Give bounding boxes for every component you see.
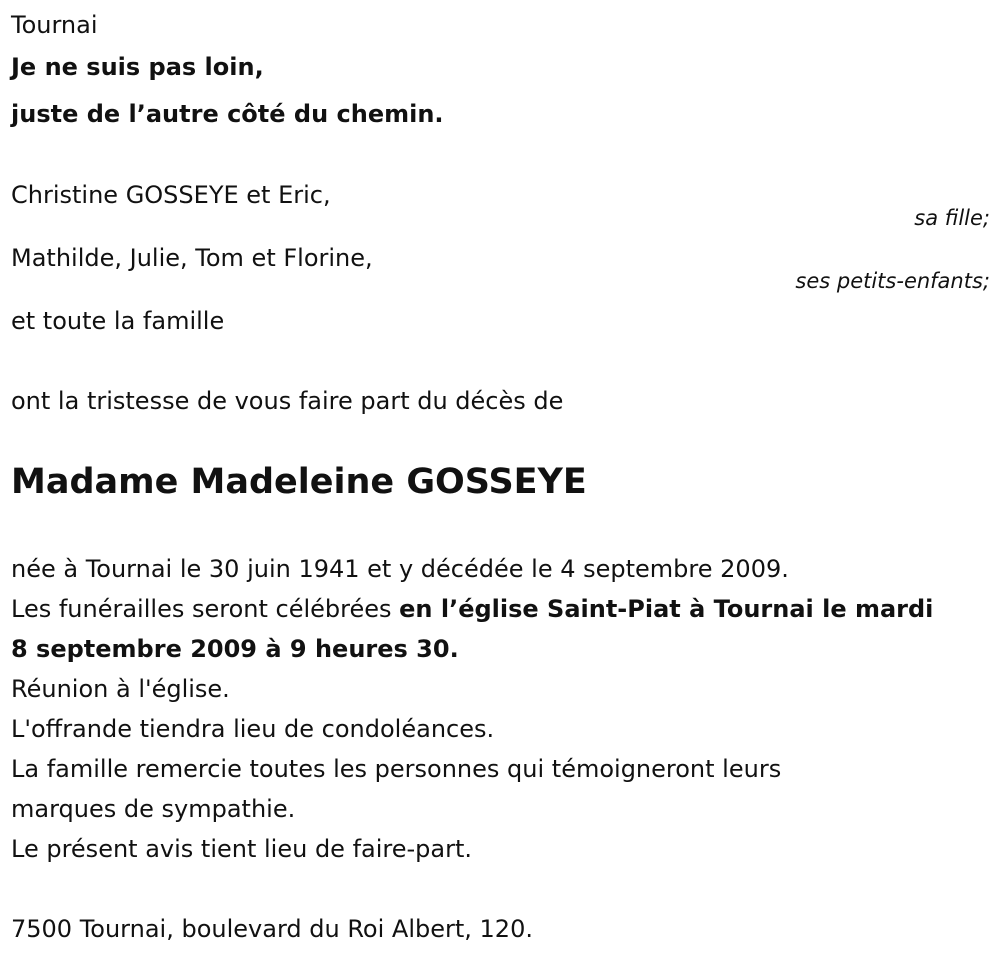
thanks-line-2: marques de sympathie. (11, 795, 296, 823)
offering-line: L'offrande tiendra lieu de condoléances. (11, 715, 495, 743)
family-daughter-role: sa fille; (914, 206, 990, 230)
funeral-line (11, 594, 933, 624)
verse-line-1: Je ne suis pas loin, (11, 53, 264, 81)
announcement-text: ont la tristesse de vous faire part du décès de (11, 387, 564, 415)
family-rest: et toute la famille (11, 307, 225, 335)
notice-line: Le présent avis tient lieu de faire-part. (11, 835, 473, 863)
funeral-date: 8 septembre 2009 à 9 heures 30. (11, 635, 459, 663)
funeral-intro: Les funérailles seront célébrées (11, 595, 400, 623)
family-daughter-name: Christine GOSSEYE et Eric, (11, 181, 331, 209)
city-heading: Tournai (11, 11, 98, 39)
deceased-name: Madame Madeleine GOSSEYE (11, 462, 587, 502)
verse-line-2: juste de l’autre côté du chemin. (11, 100, 444, 128)
family-grandchildren-names: Mathilde, Julie, Tom et Florine, (11, 244, 373, 272)
meeting-line: Réunion à l'église. (11, 675, 230, 703)
thanks-line-1: La famille remercie toutes les personnes qui témoigneront leurs (11, 755, 782, 783)
funeral-place: en l’église Saint-Piat à Tournai le mardi (399, 595, 934, 623)
address-line: 7500 Tournai, boulevard du Roi Albert, 120. (11, 915, 533, 943)
birth-death-line: née à Tournai le 30 juin 1941 et y décédée le 4 septembre 2009. (11, 555, 789, 583)
family-grandchildren-role: ses petits-enfants; (795, 269, 990, 293)
